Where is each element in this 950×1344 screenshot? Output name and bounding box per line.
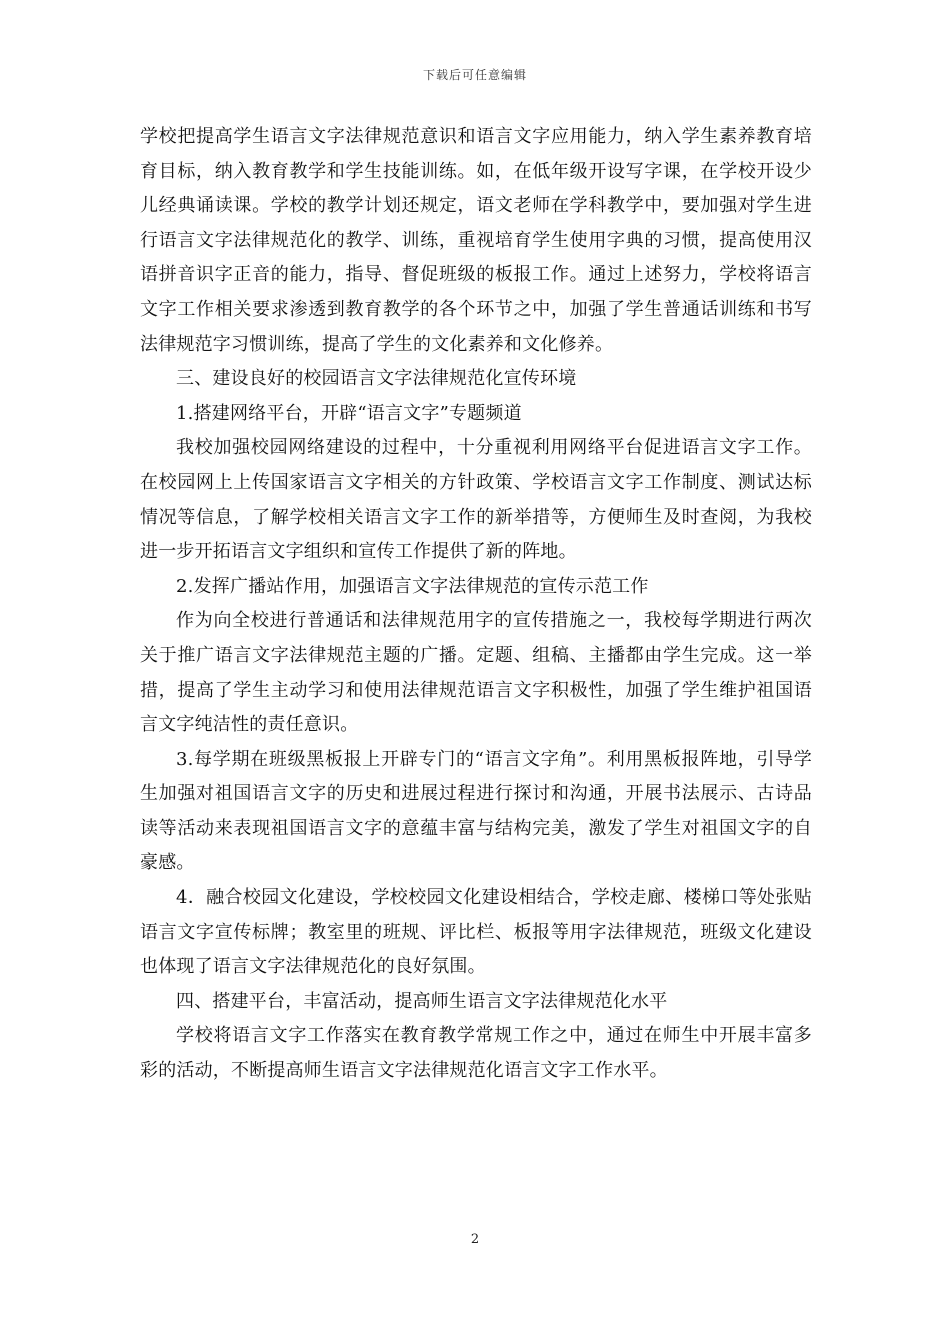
- page-header: 下载后可任意编辑: [422, 68, 527, 82]
- paragraph: 3.每学期在班级黑板报上开辟专门的“语言文字角”。利用黑板报阵地，引导学生加强对祖国语言文字的历史和进展过程进行探讨和沟通，开展书法展示、古诗品读等活动来表现祖国语言文字的意蕴丰富与结构完美，激发了学生对祖国文字的自豪感。: [140, 748, 812, 874]
- document-body: [140, 120, 812, 1089]
- paragraph: 学校将语言文字工作落实在教育教学常规工作之中，通过在师生中开展丰富多彩的活动，不断提高师生语言文字法律规范化语言文字工作水平。: [140, 1025, 812, 1082]
- section-heading: 四、搭建平台，丰富活动，提高师生语言文字法律规范化水平: [176, 990, 668, 1012]
- paragraph: 我校加强校园网络建设的过程中，十分重视利用网络平台促进语言文字工作。在校园网上上传国家语言文字相关的方针政策、学校语言文字工作制度、测试达标情况等信息，了解学校相关语言文字工作的新举措等，方便师生及时查阅，为我校进一步开拓语言文字组织和宣传工作提供了新的阵地。: [140, 437, 812, 563]
- section-heading: 三、建设良好的校园语言文字法律规范化宣传环境: [176, 368, 577, 390]
- subsection-heading: 1.搭建网络平台，开辟“语言文字”专题频道: [176, 402, 522, 424]
- subsection-heading: 2.发挥广播站作用，加强语言文字法律规范的宣传示范工作: [176, 575, 649, 597]
- paragraph: 4．融合校园文化建设，学校校园文化建设相结合，学校走廊、楼梯口等处张贴语言文字宣传标牌；教室里的班规、评比栏、板报等用字法律规范，班级文化建设也体现了语言文字法律规范化的良好氛围。: [140, 887, 812, 978]
- page-number: 2: [470, 1232, 480, 1247]
- paragraph: 学校把提高学生语言文字法律规范意识和语言文字应用能力，纳入学生素养教育培育目标，纳入教育教学和学生技能训练。如，在低年级开设写字课，在学校开设少儿经典诵读课。学校的教学计划还规定，语文老师在学科教学中，要加强对学生进行语言文字法律规范化的教学、训练，重视培育学生使用字典的习惯，提高使用汉语拼音识字正音的能力，指导、督促班级的板报工作。通过上述努力，学校将语言文字工作相关要求渗透到教育教学的各个环节之中，加强了学生普通话训练和书写法律规范字习惯训练，提高了学生的文化素养和文化修养。: [140, 126, 812, 355]
- paragraph: 作为向全校进行普通话和法律规范用字的宣传措施之一，我校每学期进行两次关于推广语言文字法律规范主题的广播。定题、组稿、主播都由学生完成。这一举措，提高了学生主动学习和使用法律规范语言文字积极性，加强了学生维护祖国语言文字纯洁性的责任意识。: [140, 610, 812, 736]
